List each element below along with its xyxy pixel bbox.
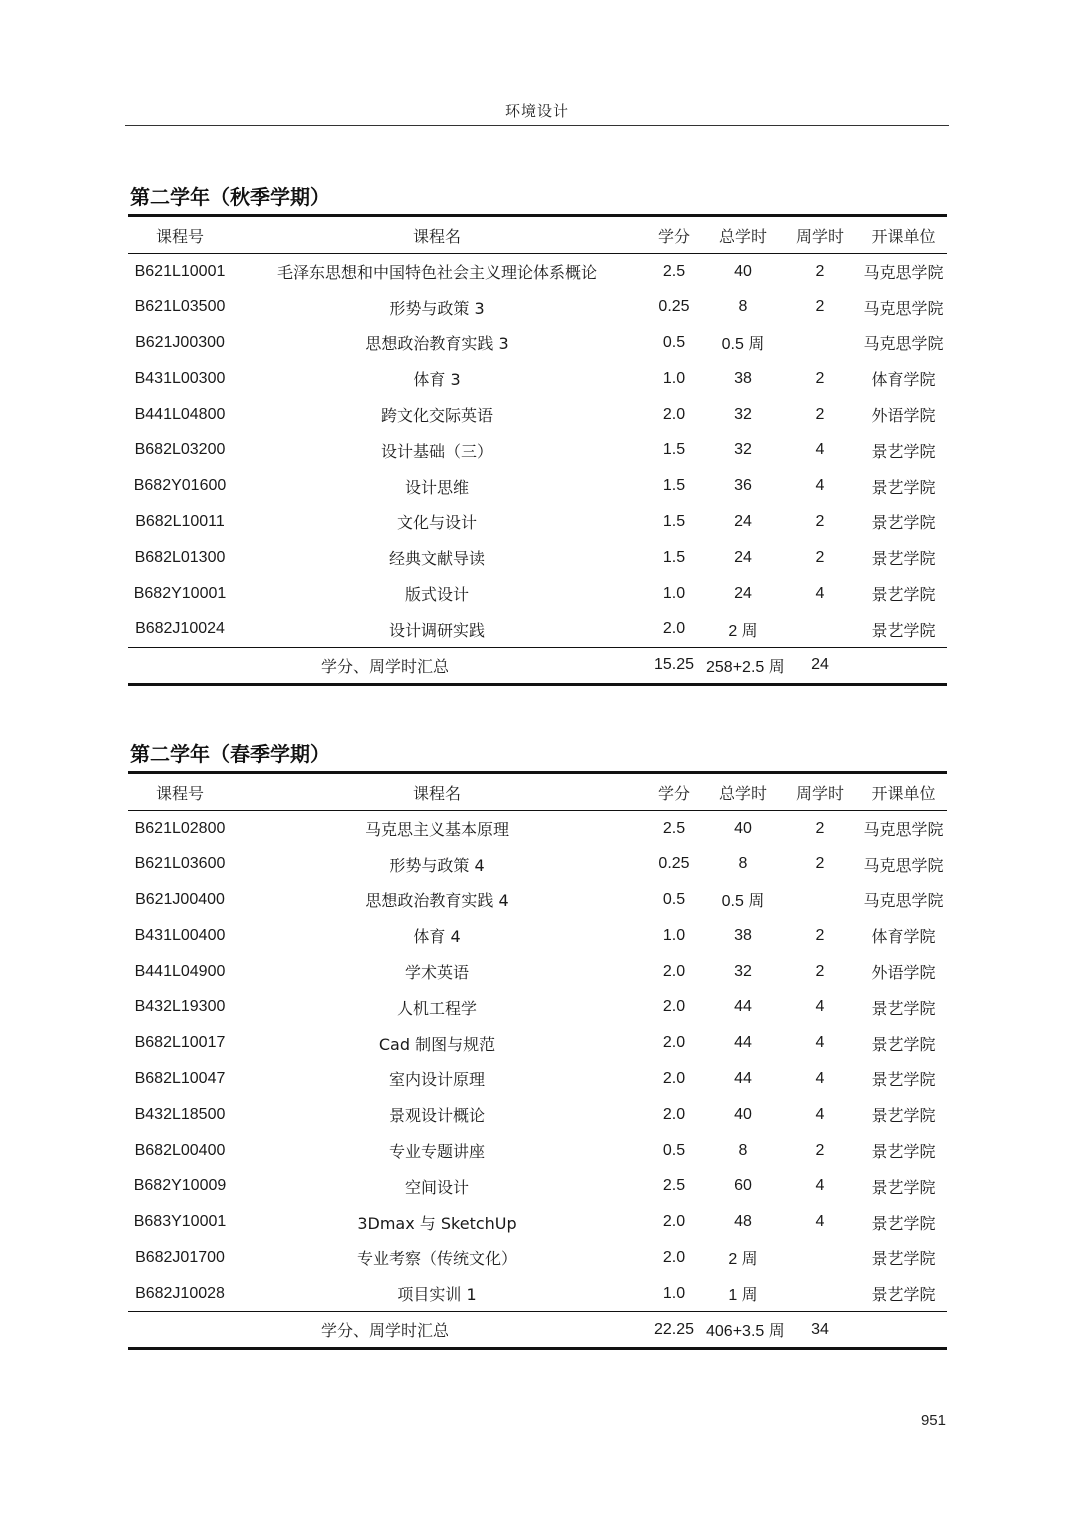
teaching-unit: 马克思学院 — [863, 855, 944, 875]
credits: 2.5 — [662, 819, 686, 837]
table-header-row — [128, 773, 947, 811]
weekly-hours: 2 — [815, 1141, 825, 1159]
course-name: 景观设计概论 — [388, 1106, 485, 1126]
table-row — [128, 882, 947, 918]
course-name: 设计基础（三） — [380, 441, 493, 461]
course-name: 马克思主义基本原理 — [364, 820, 509, 840]
credits: 2.5 — [662, 262, 686, 280]
table-row — [128, 1133, 947, 1169]
course-code: B432L18500 — [134, 1105, 226, 1123]
summary-label: 学分、周学时汇总 — [320, 656, 449, 676]
teaching-unit: 马克思学院 — [863, 891, 944, 911]
course-code: B441L04800 — [134, 405, 226, 423]
autumn-semester-title: 第二学年（秋季学期） — [130, 185, 330, 209]
course-code: B682L10011 — [135, 512, 225, 530]
total-hours: 48 — [734, 1213, 752, 1231]
table-row — [128, 432, 947, 468]
course-code: B682L03200 — [134, 441, 226, 459]
total-hours: 0.5 周 — [721, 336, 765, 354]
summary-credits: 15.25 — [653, 656, 695, 674]
total-hours: 40 — [734, 1105, 752, 1123]
teaching-unit: 景艺学院 — [871, 1285, 936, 1304]
course-code: B682L01300 — [134, 548, 226, 566]
weekly-hours: 2 — [815, 962, 825, 980]
column-header-unit: 开课单位 — [871, 226, 936, 246]
summary-weekly-hours: 34 — [811, 1320, 829, 1338]
total-hours: 32 — [734, 441, 752, 459]
course-code: B682Y10001 — [133, 584, 227, 602]
course-code: B621L03600 — [134, 855, 226, 873]
total-hours: 60 — [734, 1177, 752, 1195]
table-row — [128, 325, 947, 361]
course-code: B621L10001 — [134, 262, 226, 280]
course-code: B682Y10009 — [133, 1177, 227, 1195]
course-name: 专业专题讲座 — [388, 1142, 485, 1162]
credits: 1.0 — [662, 1284, 686, 1302]
weekly-hours: 2 — [815, 262, 825, 280]
summary-total-hours: 406+3.5 周 — [706, 1323, 785, 1341]
credits: 1.0 — [662, 369, 686, 387]
teaching-unit: 体育学院 — [871, 370, 936, 390]
column-header-credits: 学分 — [657, 783, 690, 803]
course-code: B621L03500 — [134, 298, 226, 316]
teaching-unit: 景艺学院 — [871, 549, 936, 569]
table-header-row — [128, 216, 947, 254]
total-hours: 40 — [734, 262, 752, 280]
course-code: B621L02800 — [134, 819, 226, 837]
total-hours: 2 周 — [728, 622, 758, 640]
credits: 0.25 — [658, 298, 690, 316]
course-code: B682L10017 — [134, 1034, 226, 1052]
course-code: B682J10024 — [135, 620, 225, 638]
course-code: B682Y01600 — [133, 477, 227, 495]
credits: 0.5 — [662, 890, 686, 908]
course-name: 学术英语 — [404, 963, 469, 983]
credits: 0.5 — [662, 1141, 686, 1159]
summary-total-hours: 258+2.5 周 — [706, 658, 785, 676]
course-name: Cad 制图与规范 — [378, 1034, 496, 1054]
course-name: 思想政治教育实践 4 — [365, 891, 509, 911]
teaching-unit: 景艺学院 — [871, 1177, 936, 1197]
weekly-hours — [780, 882, 860, 918]
weekly-hours — [780, 1240, 860, 1276]
teaching-unit: 马克思学院 — [863, 298, 944, 318]
course-name: 专业考察（传统文化） — [356, 1249, 517, 1269]
total-hours: 8 — [738, 1141, 748, 1159]
weekly-hours: 2 — [815, 548, 825, 566]
table-row — [128, 1061, 947, 1097]
weekly-hours: 4 — [815, 477, 825, 495]
table-row — [128, 504, 947, 540]
course-name: 形势与政策 4 — [389, 855, 485, 875]
course-code: B682L10047 — [134, 1069, 226, 1087]
teaching-unit: 景艺学院 — [871, 1249, 936, 1269]
credits: 2.0 — [662, 1105, 686, 1123]
credits: 1.5 — [662, 548, 686, 566]
weekly-hours: 2 — [815, 512, 825, 530]
course-name: 项目实训 1 — [397, 1285, 477, 1304]
total-hours: 44 — [734, 1034, 752, 1052]
credits: 1.5 — [662, 512, 686, 530]
teaching-unit: 景艺学院 — [871, 1034, 936, 1054]
total-hours: 24 — [734, 548, 752, 566]
total-hours: 0.5 周 — [721, 893, 765, 911]
course-name: 设计调研实践 — [388, 620, 485, 640]
weekly-hours: 2 — [815, 369, 825, 387]
course-code: B621J00400 — [135, 890, 225, 908]
course-code: B682L00400 — [134, 1141, 226, 1159]
table-row — [128, 1240, 947, 1276]
table-row — [128, 540, 947, 576]
table-row — [128, 289, 947, 325]
course-code: B683Y10001 — [133, 1213, 227, 1231]
teaching-unit: 景艺学院 — [871, 585, 936, 605]
course-code: B441L04900 — [134, 962, 226, 980]
table-row — [128, 1204, 947, 1240]
table-row — [128, 361, 947, 397]
weekly-hours: 4 — [815, 998, 825, 1016]
autumn-course-rows — [128, 254, 947, 648]
table-row — [128, 576, 947, 612]
weekly-hours: 4 — [815, 1105, 825, 1123]
credits: 1.0 — [662, 926, 686, 944]
course-code: B431L00400 — [134, 926, 226, 944]
teaching-unit: 外语学院 — [871, 406, 936, 426]
course-code: B431L00300 — [134, 369, 226, 387]
total-hours: 2 周 — [728, 1251, 758, 1269]
weekly-hours — [780, 1276, 860, 1312]
credits: 2.0 — [662, 1034, 686, 1052]
credits: 2.0 — [662, 1248, 686, 1266]
weekly-hours: 4 — [815, 1213, 825, 1231]
weekly-hours: 4 — [815, 1177, 825, 1195]
table-row — [128, 1025, 947, 1061]
course-name: 体育 3 — [413, 370, 461, 390]
credits: 2.0 — [662, 1213, 686, 1231]
total-hours: 36 — [734, 477, 752, 495]
total-hours: 1 周 — [728, 1287, 758, 1304]
course-name: 形势与政策 3 — [389, 298, 485, 318]
credits: 2.0 — [662, 1069, 686, 1087]
teaching-unit: 体育学院 — [871, 927, 936, 947]
total-hours: 44 — [734, 998, 752, 1016]
credits: 0.25 — [658, 855, 690, 873]
weekly-hours: 4 — [815, 441, 825, 459]
column-header-name: 课程名 — [412, 226, 461, 246]
table-row — [128, 1097, 947, 1133]
column-header-total-hours: 总学时 — [718, 226, 767, 246]
spring-summary-row — [128, 1312, 947, 1349]
course-name: 版式设计 — [404, 585, 469, 605]
course-code: B621J00300 — [135, 333, 225, 351]
teaching-unit: 景艺学院 — [871, 513, 936, 533]
course-code: B682J01700 — [135, 1248, 225, 1266]
column-header-code: 课程号 — [155, 783, 204, 803]
course-name: 跨文化交际英语 — [380, 406, 493, 426]
running-header: 环境设计 — [504, 102, 569, 120]
weekly-hours — [780, 611, 860, 647]
course-name: 体育 4 — [413, 927, 461, 947]
credits: 1.5 — [662, 441, 686, 459]
weekly-hours: 2 — [815, 819, 825, 837]
teaching-unit: 景艺学院 — [871, 1142, 936, 1162]
course-name: 人机工程学 — [396, 998, 477, 1018]
weekly-hours — [780, 325, 860, 361]
column-header-unit: 开课单位 — [871, 783, 936, 803]
summary-unit-empty — [860, 1312, 947, 1349]
table-row — [128, 397, 947, 433]
teaching-unit: 马克思学院 — [863, 820, 944, 840]
table-row — [128, 1276, 947, 1312]
column-header-credits: 学分 — [657, 226, 690, 246]
total-hours: 40 — [734, 819, 752, 837]
course-name: 经典文献导读 — [388, 549, 485, 569]
page-number: 951 — [920, 1412, 946, 1429]
teaching-unit: 景艺学院 — [871, 441, 936, 461]
total-hours: 32 — [734, 405, 752, 423]
teaching-unit: 景艺学院 — [871, 620, 936, 640]
credits: 1.5 — [662, 477, 686, 495]
autumn-course-table — [128, 214, 947, 686]
total-hours: 24 — [734, 584, 752, 602]
table-row — [128, 468, 947, 504]
course-name: 空间设计 — [404, 1177, 469, 1197]
teaching-unit: 外语学院 — [871, 963, 936, 983]
course-name: 毛泽东思想和中国特色社会主义理论体系概论 — [276, 263, 597, 283]
summary-unit-empty — [860, 647, 947, 684]
weekly-hours: 2 — [815, 298, 825, 316]
total-hours: 8 — [738, 298, 748, 316]
summary-credits: 22.25 — [653, 1320, 695, 1338]
column-header-total-hours: 总学时 — [718, 783, 767, 803]
summary-label: 学分、周学时汇总 — [320, 1321, 449, 1341]
teaching-unit: 景艺学院 — [871, 998, 936, 1018]
total-hours: 38 — [734, 369, 752, 387]
weekly-hours: 2 — [815, 855, 825, 873]
teaching-unit: 景艺学院 — [871, 1213, 936, 1233]
weekly-hours: 2 — [815, 926, 825, 944]
course-name: 室内设计原理 — [388, 1070, 485, 1090]
credits: 2.5 — [662, 1177, 686, 1195]
credits: 1.0 — [662, 584, 686, 602]
column-header-weekly-hours: 周学时 — [795, 226, 844, 246]
total-hours: 32 — [734, 962, 752, 980]
total-hours: 8 — [738, 855, 748, 873]
course-name: 文化与设计 — [396, 513, 477, 533]
autumn-summary-row — [128, 647, 947, 684]
column-header-code: 课程号 — [155, 226, 204, 246]
spring-semester-title: 第二学年（春季学期） — [130, 742, 330, 766]
spring-course-rows — [128, 811, 947, 1312]
course-name: 3Dmax 与 SketchUp — [357, 1213, 517, 1233]
credits: 2.0 — [662, 998, 686, 1016]
total-hours: 24 — [734, 512, 752, 530]
course-code: B432L19300 — [134, 998, 226, 1016]
total-hours: 38 — [734, 926, 752, 944]
weekly-hours: 2 — [815, 405, 825, 423]
header-rule — [125, 125, 949, 126]
table-row — [128, 1168, 947, 1204]
summary-weekly-hours: 24 — [811, 656, 829, 674]
teaching-unit: 景艺学院 — [871, 477, 936, 497]
course-name: 设计思维 — [404, 477, 469, 497]
table-row — [128, 918, 947, 954]
teaching-unit: 马克思学院 — [863, 263, 944, 283]
weekly-hours: 4 — [815, 584, 825, 602]
credits: 0.5 — [662, 333, 686, 351]
column-header-weekly-hours: 周学时 — [795, 783, 844, 803]
weekly-hours: 4 — [815, 1034, 825, 1052]
credits: 2.0 — [662, 962, 686, 980]
total-hours: 44 — [734, 1069, 752, 1087]
column-header-name: 课程名 — [412, 783, 461, 803]
teaching-unit: 景艺学院 — [871, 1106, 936, 1126]
credits: 2.0 — [662, 405, 686, 423]
teaching-unit: 景艺学院 — [871, 1070, 936, 1090]
table-row — [128, 954, 947, 990]
table-row — [128, 989, 947, 1025]
table-row — [128, 846, 947, 882]
table-row — [128, 254, 947, 290]
course-name: 思想政治教育实践 3 — [365, 334, 509, 354]
credits: 2.0 — [662, 620, 686, 638]
weekly-hours: 4 — [815, 1069, 825, 1087]
table-row — [128, 611, 947, 647]
course-code: B682J10028 — [135, 1284, 225, 1302]
spring-course-table — [128, 771, 947, 1350]
teaching-unit: 马克思学院 — [863, 334, 944, 354]
table-row — [128, 811, 947, 847]
